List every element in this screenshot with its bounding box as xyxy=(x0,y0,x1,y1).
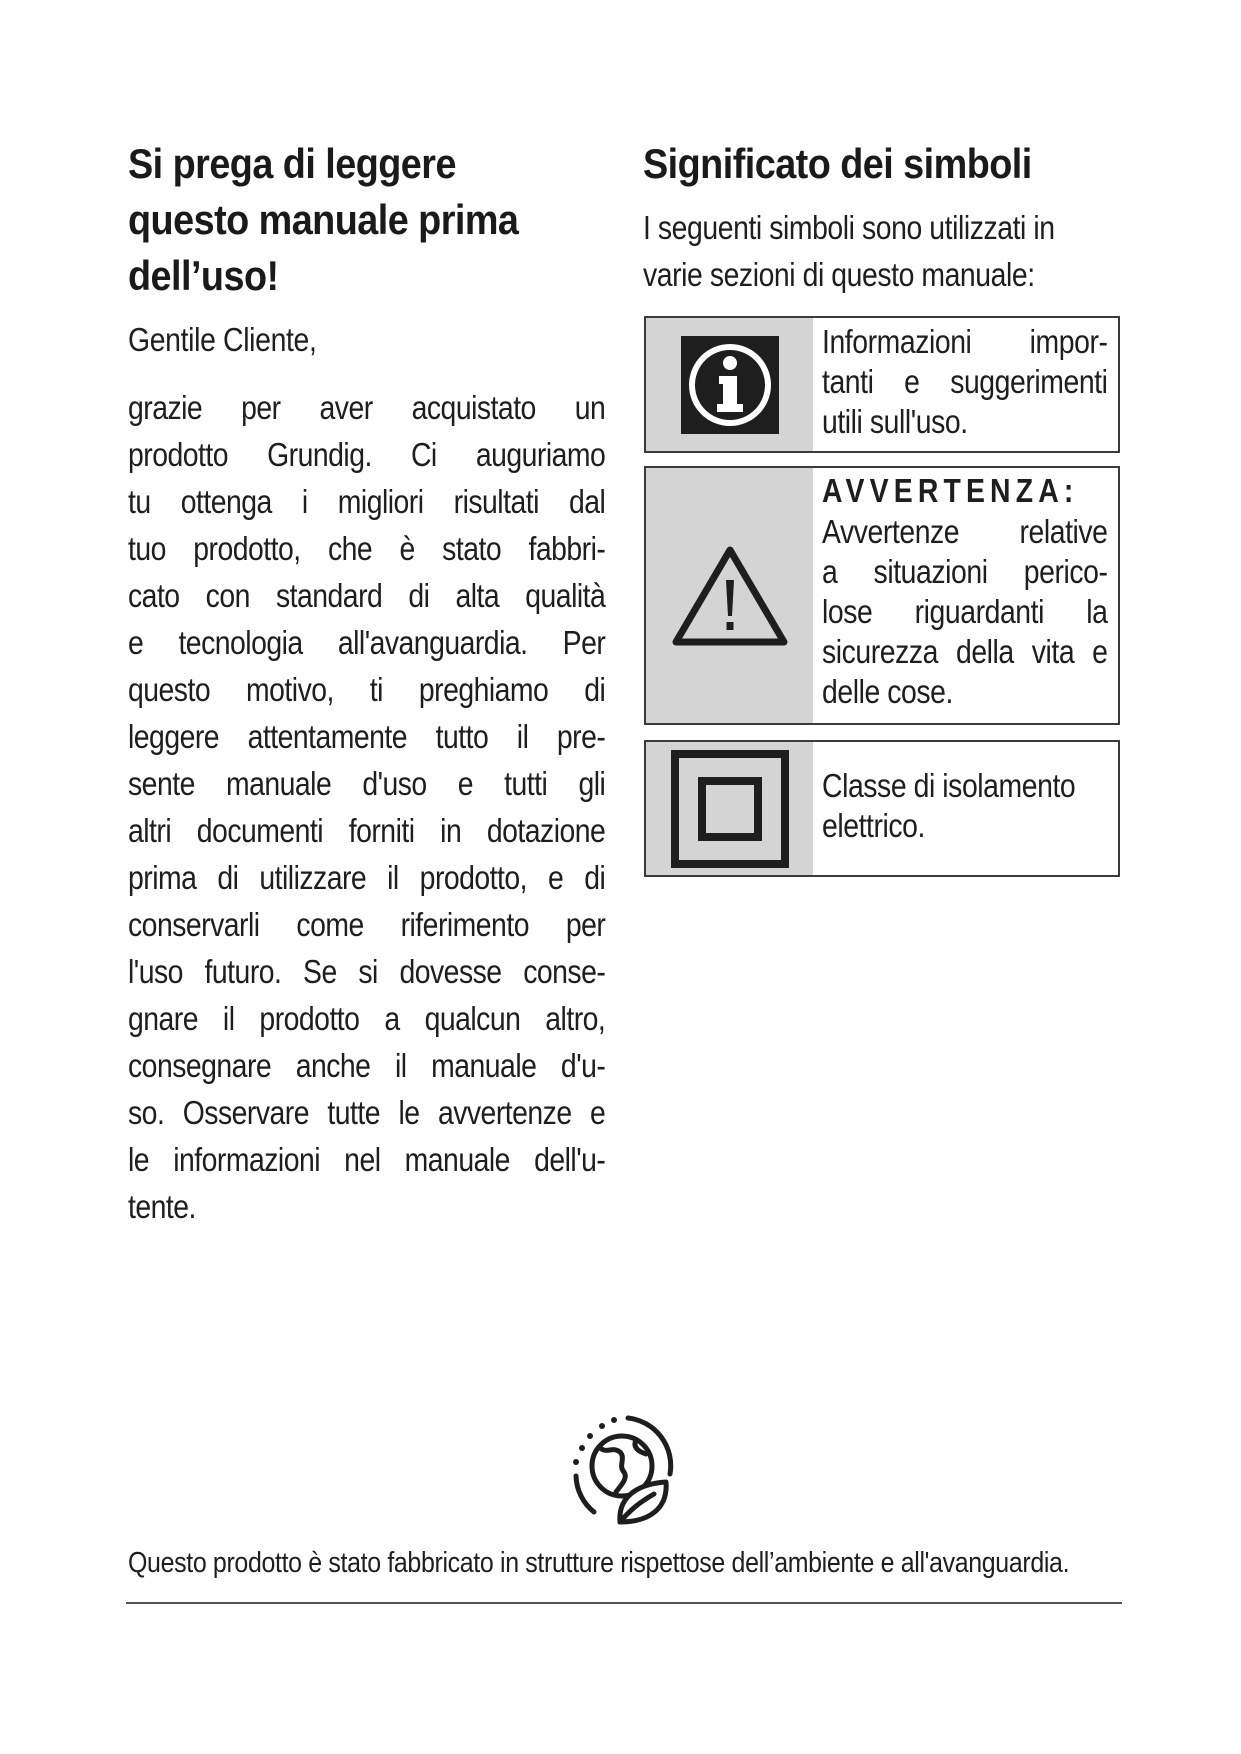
description-line: a situazioni perico- xyxy=(822,553,1108,590)
symbols-intro xyxy=(643,204,1123,298)
double-insulation-icon xyxy=(671,750,789,868)
paragraph-line: tuo prodotto, che è stato fabbri- xyxy=(128,530,606,567)
eco-globe-leaf-icon xyxy=(566,1412,678,1532)
paragraph-line: consegnare anche il manuale d'u- xyxy=(128,1047,606,1084)
symbol-description xyxy=(822,322,1106,442)
description-line: tanti e suggerimenti xyxy=(822,363,1108,400)
paragraph-line: questo motivo, ti preghiamo di xyxy=(128,671,606,708)
symbol-icon-cell xyxy=(646,318,813,451)
paragraph-line: conservarli come riferimento per xyxy=(128,906,606,943)
heading-line: Si prega di leggere xyxy=(128,140,456,187)
paragraph-line: grazie per aver acquistato un xyxy=(128,389,606,426)
eco-footer-note xyxy=(128,1545,1128,1581)
description-line: utili sull'uso. xyxy=(822,403,968,440)
heading-line: dell’uso! xyxy=(128,252,279,299)
footer-text: Questo prodotto è stato fabbricato in strutture rispettose dell’ambiente e all'avanguardia. xyxy=(128,1547,1070,1579)
symbol-row-insulation xyxy=(644,740,1120,877)
footer-divider xyxy=(126,1602,1122,1604)
paragraph-line: gnare il prodotto a qualcun altro, xyxy=(128,1000,606,1037)
paragraph-line: l'uso futuro. Se si dovesse conse- xyxy=(128,953,606,990)
description-line: elettrico. xyxy=(822,807,925,844)
heading-line: questo manuale prima xyxy=(128,196,519,243)
paragraph-line: le informazioni nel manuale dell'u- xyxy=(128,1141,606,1178)
intro-line: varie sezioni di questo manuale: xyxy=(643,256,1035,293)
paragraph-line: e tecnologia all'avanguardia. Per xyxy=(128,624,606,661)
paragraph-line: prima di utilizzare il prodotto, e di xyxy=(128,859,606,896)
intro-line: I seguenti simboli sono utilizzati in xyxy=(643,209,1055,246)
left-column xyxy=(128,136,605,1230)
symbol-row-warning xyxy=(644,466,1120,725)
description-line: Avvertenze relative xyxy=(822,513,1108,550)
symbol-row-info xyxy=(644,316,1120,453)
warning-title: AVVERTENZA: xyxy=(822,472,1079,509)
symbol-description xyxy=(822,766,1106,846)
symbol-icon-cell xyxy=(646,742,813,875)
symbol-icon-cell xyxy=(646,468,813,723)
paragraph-line: tente. xyxy=(128,1188,196,1225)
paragraph-line: cato con standard di alta qualità xyxy=(128,577,606,614)
paragraph-line: altri documenti forniti in dotazione xyxy=(128,812,606,849)
description-line: Classe di isolamento xyxy=(822,767,1076,804)
paragraph-line: prodotto Grundig. Ci auguriamo xyxy=(128,436,606,473)
paragraph-line: sente manuale d'uso e tutti gli xyxy=(128,765,606,802)
paragraph-line: tu ottenga i migliori risultati dal xyxy=(128,483,606,520)
right-column xyxy=(643,136,1123,298)
reading-notice-heading xyxy=(128,136,605,304)
description-line: sicurezza della vita e xyxy=(822,633,1108,670)
paragraph-line: so. Osservare tutte le avvertenze e xyxy=(128,1094,606,1131)
description-line: Informazioni impor- xyxy=(822,323,1108,360)
description-line: delle cose. xyxy=(822,673,953,710)
warning-triangle-icon xyxy=(670,544,790,648)
symbol-description xyxy=(822,470,1106,712)
info-icon xyxy=(681,336,779,434)
symbols-heading: Significato dei simboli xyxy=(643,140,1032,187)
description-line: lose riguardanti la xyxy=(822,593,1108,630)
paragraph-line: leggere attentamente tutto il pre- xyxy=(128,718,606,755)
intro-paragraph xyxy=(128,384,605,1230)
greeting: Gentile Cliente, xyxy=(128,321,317,358)
